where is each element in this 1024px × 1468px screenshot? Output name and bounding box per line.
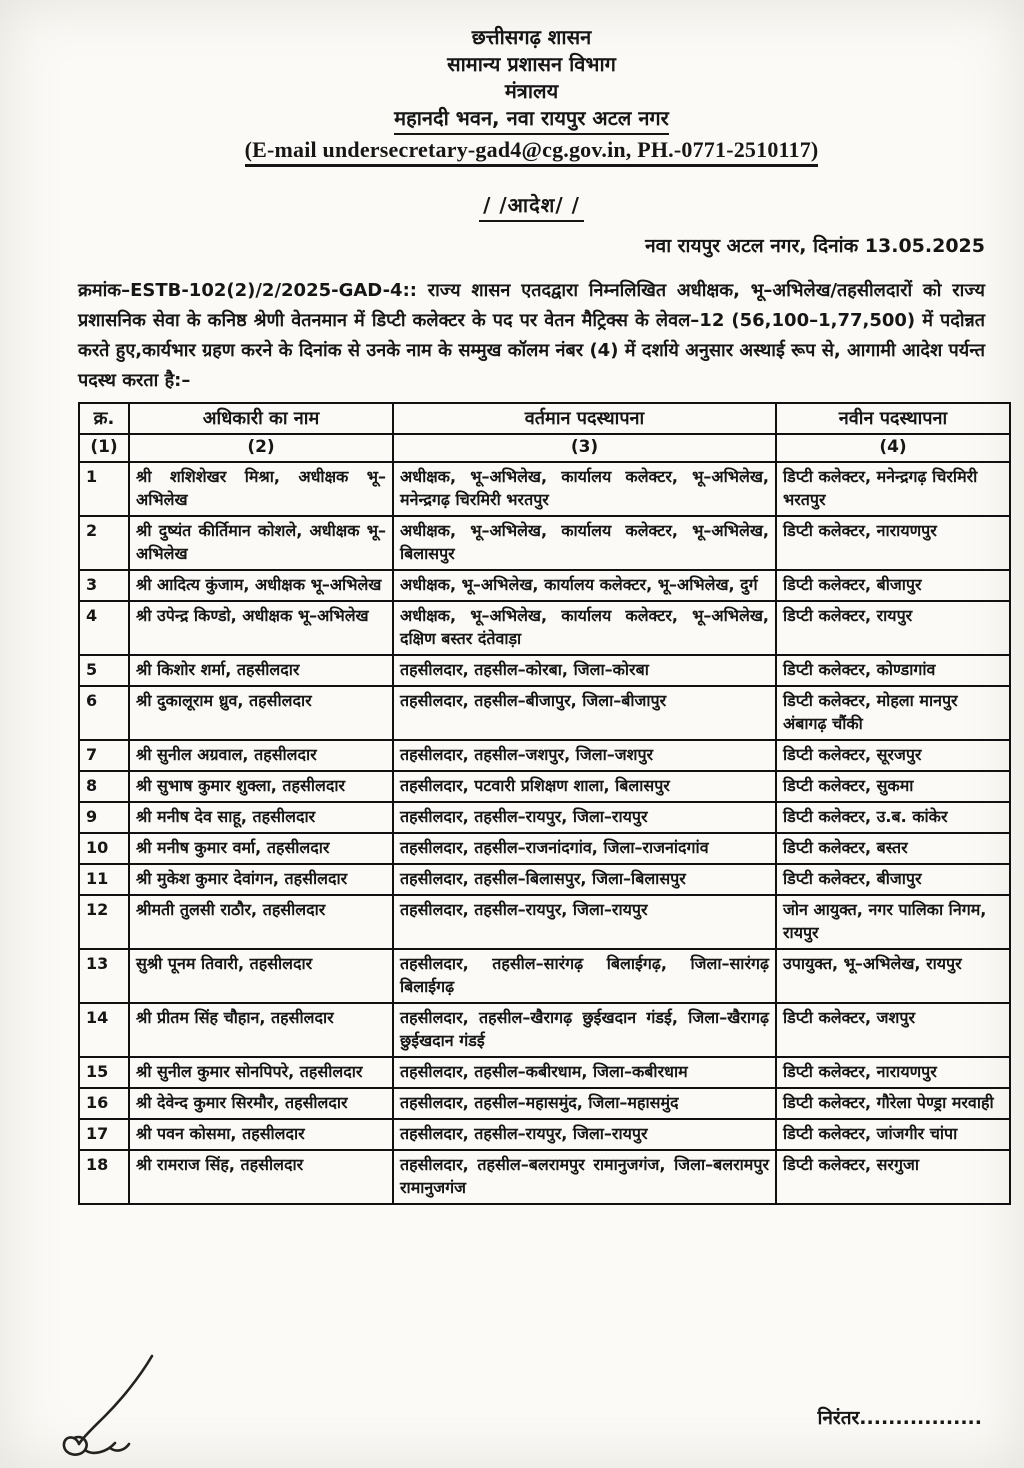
table-row [79, 771, 1010, 802]
government-name: छत्तीसगढ़ शासन [471, 25, 592, 49]
officer-name-cell: श्री देवेन्द कुमार सिरमौर, तहसीलदार [129, 1088, 393, 1119]
officer-name-cell: श्री मनीष कुमार वर्मा, तहसीलदार [129, 833, 393, 864]
current-posting-cell: तहसीलदार, तहसील–बलरामपुर रामानुजगंज, जिला–बलरामपुर रामानुजगंज [393, 1150, 776, 1204]
new-posting-cell: डिप्टी कलेक्टर, नारायणपुर [776, 1057, 1010, 1088]
serial-number-cell: 16 [79, 1088, 129, 1119]
serial-number-cell: 3 [79, 570, 129, 601]
new-posting-cell: डिप्टी कलेक्टर, रायपुर [776, 601, 1010, 655]
table-row [79, 570, 1010, 601]
table-row [79, 462, 1010, 516]
new-posting-cell: डिप्टी कलेक्टर, नारायणपुर [776, 516, 1010, 570]
serial-number-cell: 7 [79, 740, 129, 771]
officer-name-cell: श्री सुनील अग्रवाल, तहसीलदार [129, 740, 393, 771]
column-number-1: (1) [79, 434, 129, 462]
new-posting-cell: डिप्टी कलेक्टर, बीजापुर [776, 864, 1010, 895]
officer-name-cell: श्री दुकालूराम ध्रुव, तहसीलदार [129, 686, 393, 740]
new-posting-cell: डिप्टी कलेक्टर, गौरेला पेण्ड्रा मरवाही [776, 1088, 1010, 1119]
serial-number-cell: 4 [79, 601, 129, 655]
table-row [79, 655, 1010, 686]
ministry-name: मंत्रालय [504, 79, 559, 103]
department-name: सामान्य प्रशासन विभाग [447, 52, 616, 76]
current-posting-cell: तहसीलदार, पटवारी प्रशिक्षण शाला, बिलासपुर [393, 771, 776, 802]
table-row [79, 949, 1010, 1003]
current-posting-cell: अधीक्षक, भू–अभिलेख, कार्यालय कलेक्टर, भू–अभिलेख, दक्षिण बस्तर दंतेवाड़ा [393, 601, 776, 655]
table-row [79, 601, 1010, 655]
officer-name-cell: श्री उपेन्द्र किण्डो, अधीक्षक भू–अभिलेख [129, 601, 393, 655]
table-row [79, 686, 1010, 740]
new-posting-cell: डिप्टी कलेक्टर, जशपुर [776, 1003, 1010, 1057]
serial-number-cell: 13 [79, 949, 129, 1003]
current-posting-cell: अधीक्षक, भू–अभिलेख, कार्यालय कलेक्टर, भू–अभिलेख, बिलासपुर [393, 516, 776, 570]
current-posting-cell: तहसीलदार, तहसील–बीजापुर, जिला–बीजापुर [393, 686, 776, 740]
current-posting-cell: तहसीलदार, तहसील–खैरागढ़ छुईखदान गंडई, जिला–खैरागढ़ छुईखदान गंडई [393, 1003, 776, 1057]
order-text: राज्य शासन एतदद्वारा निम्नलिखित अधीक्षक, भू–अभिलेख/तहसीलदारों को राज्य प्रशासनिक सेवा के कनिष्ठ श्रेणी वेतनमान में डिप्टी कलेक्टर के पद पर वेतन मैट्रिक्स के लेवल–12 (56,100–1,77,500) में पदोन्नत करते हुए,कार्यभार ग्रहण करने के दिनांक से उनके नाम के सम्मुख कॉलम नंबर (4) में दर्शाये अनुसार अस्थाई रूप से, आगामी आदेश पर्यन्त पदस्थ करता है:– [78, 280, 985, 391]
current-posting-cell: तहसीलदार, तहसील–जशपुर, जिला–जशपुर [393, 740, 776, 771]
new-posting-cell: डिप्टी कलेक्टर, सुकमा [776, 771, 1010, 802]
order-body-paragraph [78, 276, 985, 396]
table-row [79, 740, 1010, 771]
new-posting-cell: डिप्टी कलेक्टर, बस्तर [776, 833, 1010, 864]
officer-name-cell: श्री आदित्य कुंजाम, अधीक्षक भू–अभिलेख [129, 570, 393, 601]
place-and-date: नवा रायपुर अटल नगर, दिनांक 13.05.2025 [645, 235, 985, 257]
current-posting-cell: तहसीलदार, तहसील–कोरबा, जिला–कोरबा [393, 655, 776, 686]
table-row [79, 833, 1010, 864]
current-posting-cell: तहसीलदार, तहसील–रायपुर, जिला–रायपुर [393, 802, 776, 833]
serial-number-cell: 2 [79, 516, 129, 570]
order-table [78, 402, 1011, 1205]
serial-number-cell: 17 [79, 1119, 129, 1150]
reference-number: क्रमांक–ESTB-102(2)/2/2025-GAD-4:: [78, 280, 417, 301]
new-posting-cell: डिप्टी कलेक्टर, कोण्डागांव [776, 655, 1010, 686]
officer-name-cell: श्री मुकेश कुमार देवांगन, तहसीलदार [129, 864, 393, 895]
new-posting-cell: डिप्टी कलेक्टर, बीजापुर [776, 570, 1010, 601]
current-posting-cell: तहसीलदार, तहसील–महासमुंद, जिला–महासमुंद [393, 1088, 776, 1119]
table-row [79, 1003, 1010, 1057]
letterhead [78, 24, 985, 167]
table-row [79, 1088, 1010, 1119]
order-table-head [79, 403, 1010, 462]
serial-number-cell: 5 [79, 655, 129, 686]
table-column-number-row [79, 434, 1010, 462]
column-number-3: (3) [393, 434, 776, 462]
table-row [79, 864, 1010, 895]
order-heading: / /आदेश/ / [78, 191, 985, 222]
officer-name-cell: श्री किशोर शर्मा, तहसीलदार [129, 655, 393, 686]
serial-number-cell: 6 [79, 686, 129, 740]
header-current-posting: वर्तमान पदस्थापना [393, 403, 776, 434]
table-row [79, 895, 1010, 949]
column-number-4: (4) [776, 434, 1010, 462]
new-posting-cell: डिप्टी कलेक्टर, मनेन्द्रगढ़ चिरमिरी भरतपुर [776, 462, 1010, 516]
table-row [79, 516, 1010, 570]
officer-name-cell: श्री सुभाष कुमार शुक्ला, तहसीलदार [129, 771, 393, 802]
current-posting-cell: अधीक्षक, भू–अभिलेख, कार्यालय कलेक्टर, भू–अभिलेख, दुर्ग [393, 570, 776, 601]
new-posting-cell: जोन आयुक्त, नगर पालिका निगम, रायपुर [776, 895, 1010, 949]
new-posting-cell: डिप्टी कलेक्टर, जांजगीर चांपा [776, 1119, 1010, 1150]
serial-number-cell: 11 [79, 864, 129, 895]
serial-number-cell: 14 [79, 1003, 129, 1057]
email-phone-line: (E-mail undersecretary-gad4@cg.gov.in, PH.-0771-2510117) [245, 137, 819, 167]
officer-name-cell: सुश्री पूनम तिवारी, तहसीलदार [129, 949, 393, 1003]
serial-number-cell: 8 [79, 771, 129, 802]
officer-name-cell: श्री दुष्यंत कीर्तिमान कोशले, अधीक्षक भू–अभिलेख [129, 516, 393, 570]
officer-name-cell: श्री पवन कोसमा, तहसीलदार [129, 1119, 393, 1150]
serial-number-cell: 9 [79, 802, 129, 833]
officer-name-cell: श्री सुनील कुमार सोनपिपरे, तहसीलदार [129, 1057, 393, 1088]
table-row [79, 802, 1010, 833]
serial-number-cell: 1 [79, 462, 129, 516]
current-posting-cell: अधीक्षक, भू–अभिलेख, कार्यालय कलेक्टर, भू–अभिलेख, मनेन्द्रगढ़ चिरमिरी भरतपुर [393, 462, 776, 516]
serial-number-cell: 18 [79, 1150, 129, 1204]
serial-number-cell: 12 [79, 895, 129, 949]
officer-name-cell: श्रीमती तुलसी राठौर, तहसीलदार [129, 895, 393, 949]
officer-name-cell: श्री शशिशेखर मिश्रा, अधीक्षक भू–अभिलेख [129, 462, 393, 516]
new-posting-cell: डिप्टी कलेक्टर, सूरजपुर [776, 740, 1010, 771]
current-posting-cell: तहसीलदार, तहसील–सारंगढ़ बिलाईगढ़, जिला–सारंगढ़ बिलाईगढ़ [393, 949, 776, 1003]
current-posting-cell: तहसीलदार, तहसील–बिलासपुर, जिला–बिलासपुर [393, 864, 776, 895]
officer-name-cell: श्री प्रीतम सिंह चौहान, तहसीलदार [129, 1003, 393, 1057]
current-posting-cell: तहसीलदार, तहसील–रायपुर, जिला–रायपुर [393, 1119, 776, 1150]
officer-name-cell: श्री मनीष देव साहू, तहसीलदार [129, 802, 393, 833]
new-posting-cell: डिप्टी कलेक्टर, मोहला मानपुर अंबागढ़ चौंकी [776, 686, 1010, 740]
table-header-row [79, 403, 1010, 434]
current-posting-cell: तहसीलदार, तहसील–कबीरधाम, जिला–कबीरधाम [393, 1057, 776, 1088]
serial-number-cell: 15 [79, 1057, 129, 1088]
current-posting-cell: तहसीलदार, तहसील–रायपुर, जिला–रायपुर [393, 895, 776, 949]
header-serial: क्र. [79, 403, 129, 434]
order-table-body [79, 462, 1010, 1204]
signature-scribble [55, 1352, 185, 1468]
building-address: महानदी भवन, नवा रायपुर अटल नगर [394, 105, 669, 135]
header-new-posting: नवीन पदस्थापना [776, 403, 1010, 434]
table-row [79, 1150, 1010, 1204]
continuation-note: निरंतर................. [817, 1407, 982, 1429]
new-posting-cell: डिप्टी कलेक्टर, सरगुजा [776, 1150, 1010, 1204]
table-row [79, 1057, 1010, 1088]
header-officer-name: अधिकारी का नाम [129, 403, 393, 434]
table-row [79, 1119, 1010, 1150]
officer-name-cell: श्री रामराज सिंह, तहसीलदार [129, 1150, 393, 1204]
new-posting-cell: उपायुक्त, भू–अभिलेख, रायपुर [776, 949, 1010, 1003]
new-posting-cell: डिप्टी कलेक्टर, उ.ब. कांकेर [776, 802, 1010, 833]
serial-number-cell: 10 [79, 833, 129, 864]
current-posting-cell: तहसीलदार, तहसील–राजनांदगांव, जिला–राजनांदगांव [393, 833, 776, 864]
column-number-2: (2) [129, 434, 393, 462]
